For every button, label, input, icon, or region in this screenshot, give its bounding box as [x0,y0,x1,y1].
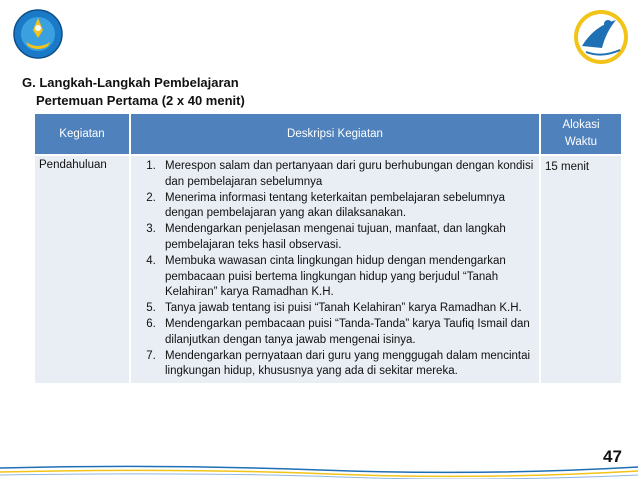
list-item: 7. Mendengarkan pernyataan dari guru yang menggugah dalam mencintai lingkungan hidup, khususnya yang ada di sekitar mereka. [159,349,535,381]
list-item: 4. Membuka wawasan cinta lingkungan hidup dengan mendengarkan pembacaan puisi bertema lingkungan hidup yang berjudul “Tanah Kelahiran” karya Ramadhan K.H. [159,254,535,301]
list-item: 5. Tanya jawab tentang isi puisi “Tanah Kelahiran” karya Ramadhan K.H. [159,301,535,317]
activity-list [135,159,535,380]
learning-steps-table [33,112,623,385]
list-item: 3. Mendengarkan penjelasan mengenai tujuan, manfaat, dan langkah pembelajaran teks hasil observasi. [159,222,535,254]
header-kegiatan: Kegiatan [35,114,129,154]
table-row [35,156,621,383]
table-header-row [35,114,621,154]
tut-wuri-handayani-logo [10,8,66,60]
deskripsi-cell [131,156,539,383]
kurikulum-2013-logo [572,6,630,68]
section-title: G. Langkah-Langkah Pembelajaran [22,75,239,90]
footer-decoration [0,462,638,479]
list-item: 1. Merespon salam dan pertanyaan dari guru berhubungan dengan kondisi dan pembelajaran sebelumnya [159,159,535,191]
meeting-subtitle: Pertemuan Pertama (2 x 40 menit) [36,93,245,108]
waktu-cell: 15 menit [541,156,621,383]
kegiatan-cell: Pendahuluan [35,156,129,383]
list-item: 2. Menerima informasi tentang keterkaitan pembelajaran sebelumnya dengan pembelajaran yang akan dilaksanakan. [159,191,535,223]
header-alokasi-waktu: Alokasi Waktu [541,114,621,154]
header-deskripsi: Deskripsi Kegiatan [131,114,539,154]
page-number: 47 [603,447,622,466]
list-item: 6. Mendengarkan pembacaan puisi “Tanda-Tanda” karya Taufiq Ismail dan dilanjutkan dengan tanya jawab mengenai isinya. [159,317,535,349]
